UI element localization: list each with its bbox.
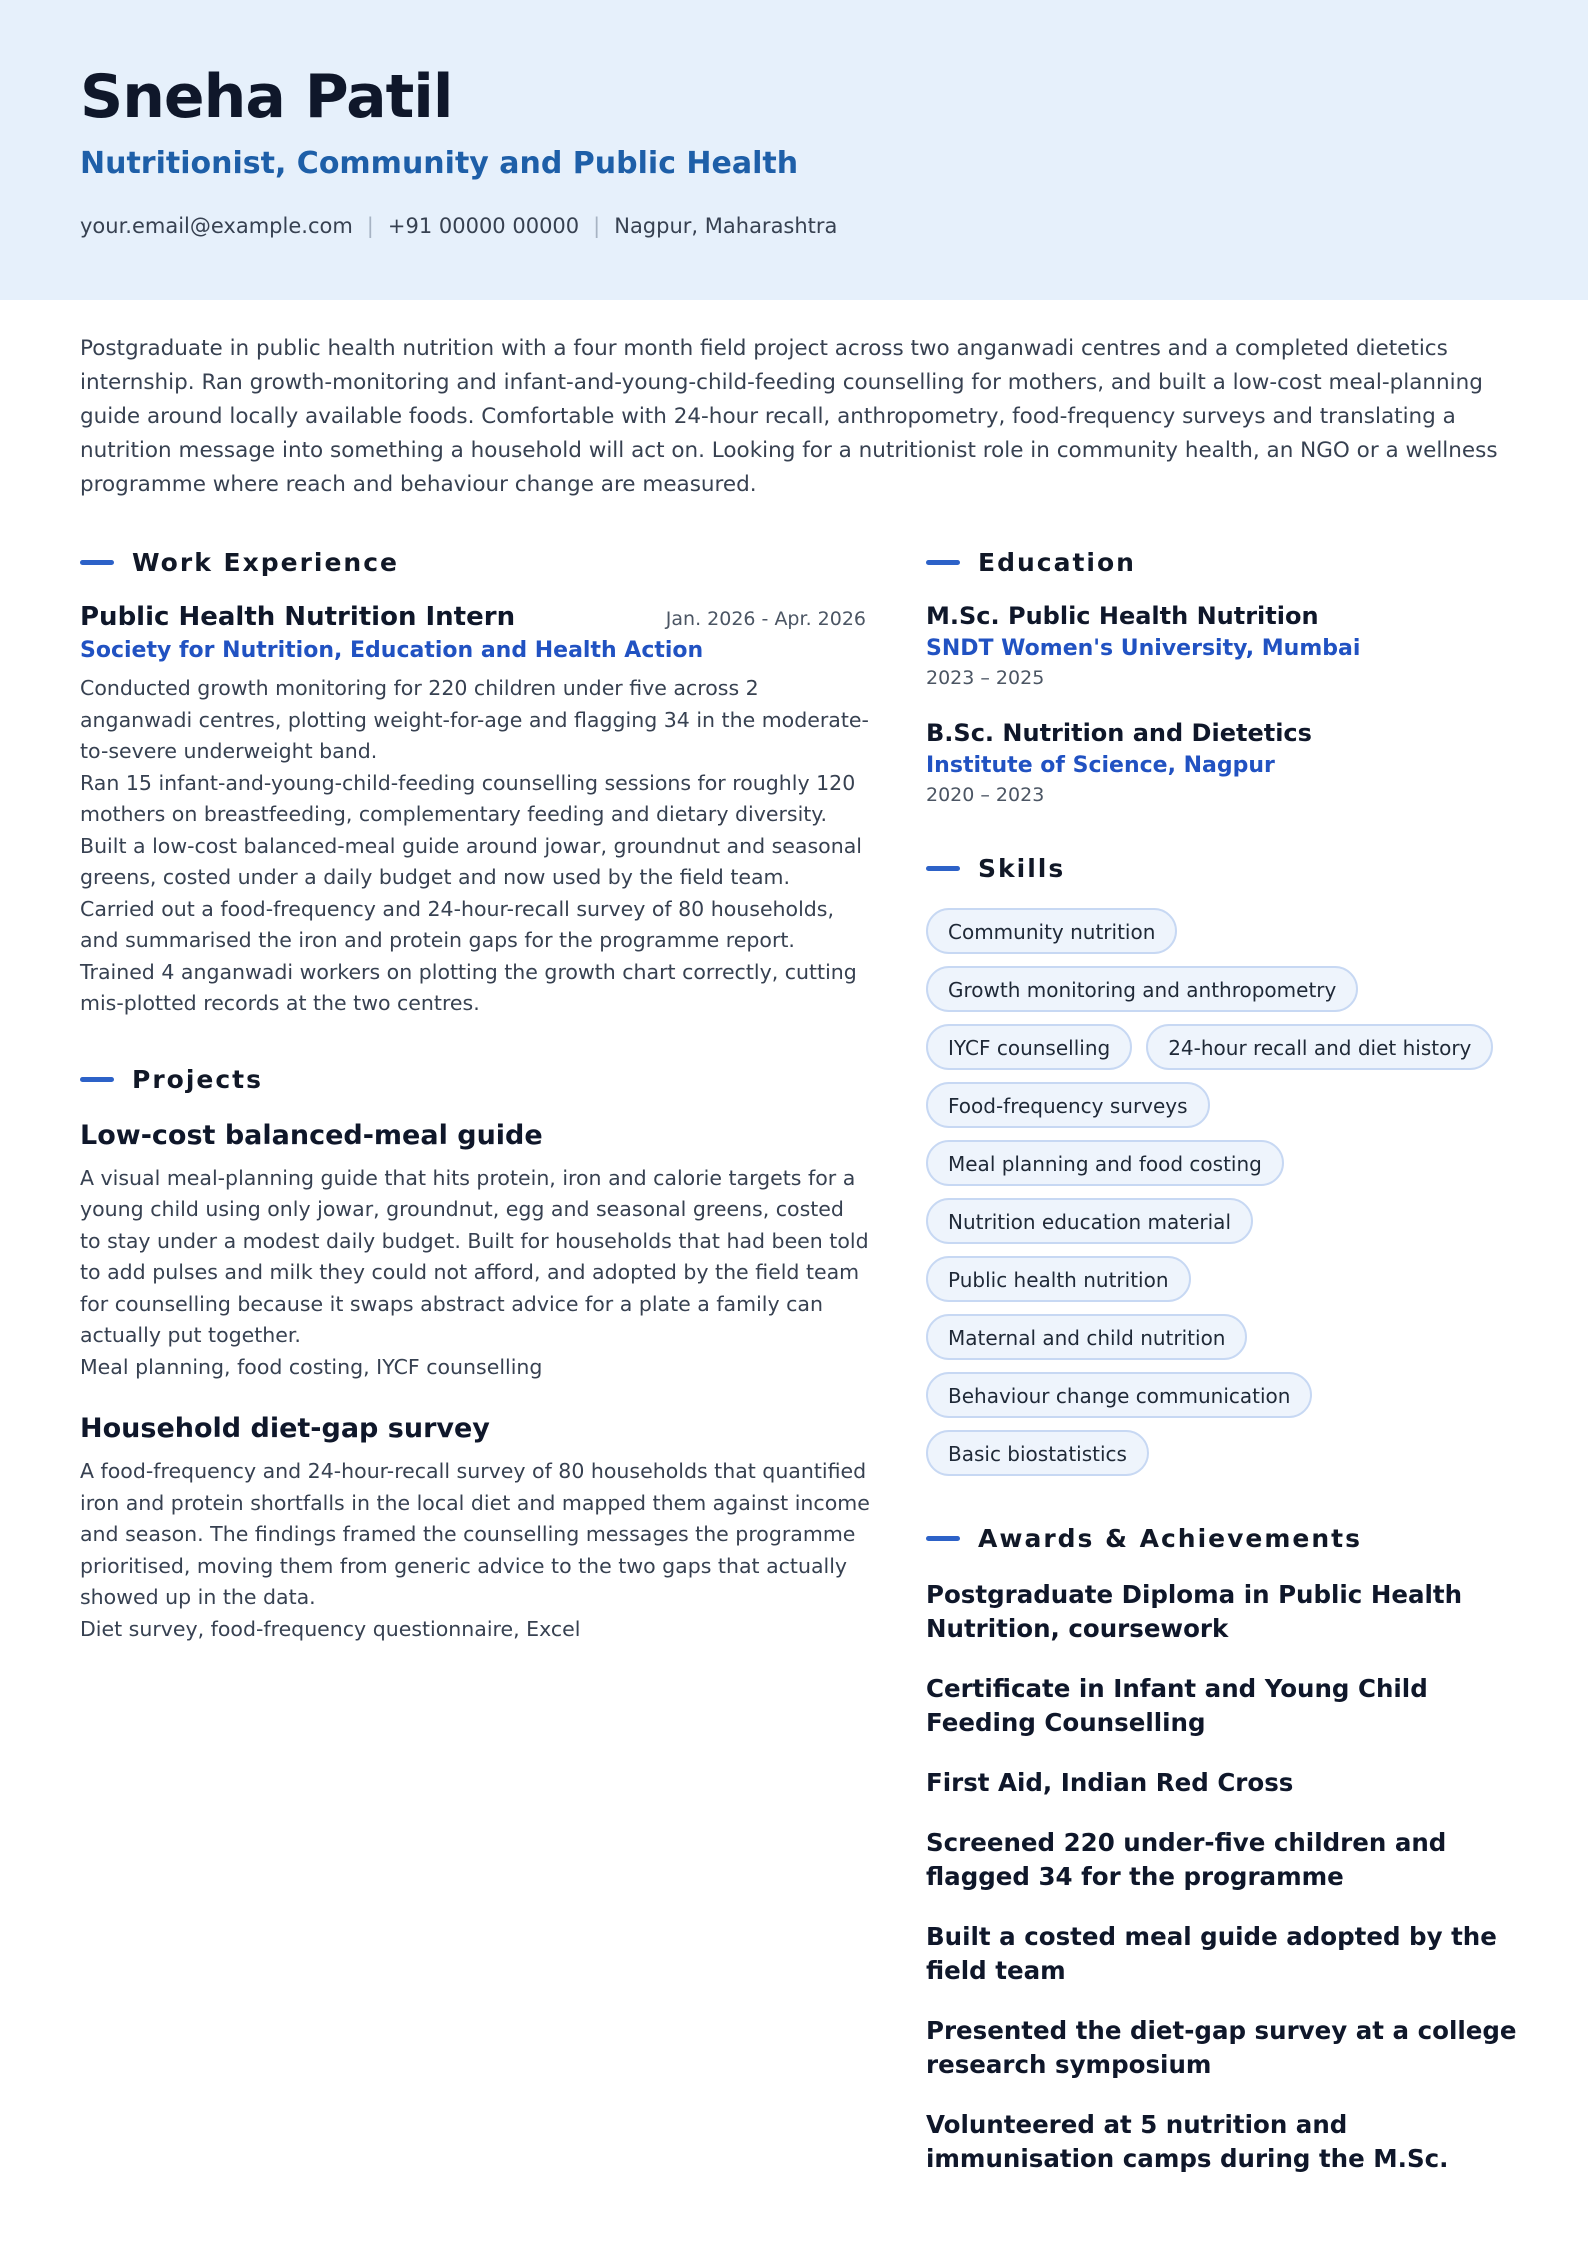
contact-line xyxy=(80,214,837,238)
education-school: Institute of Science, Nagpur xyxy=(926,753,1275,778)
heading-accent-bar xyxy=(80,1077,114,1082)
right-column xyxy=(926,540,1526,2202)
skill-chip: Maternal and child nutrition xyxy=(926,1314,1247,1360)
project-description: A visual meal-planning guide that hits protein, iron and calorie targets for a young child using only jowar, groundnut, egg and seasonal greens, costed to stay under a modest daily budget. Built for households that had been told to add pulses and milk they could not afford, and adopted by the field team for counselling because it swaps abstract advice for a plate a family can actually put together. xyxy=(80,1165,869,1347)
award-item: Volunteered at 5 nutrition and immunisation camps during the M.Sc. xyxy=(926,2110,1449,2173)
award-item: Presented the diet-gap survey at a college research symposium xyxy=(926,2016,1517,2079)
project-description: A food-frequency and 24-hour-recall survey of 80 households that quantified iron and protein shortfalls in the local diet and mapped them against income and season. The findings framed the counselling messages the programme prioritised, moving them from generic advice to the two gaps that actually showed up in the data. xyxy=(80,1459,870,1609)
experience-entry xyxy=(80,602,870,1020)
project-entry xyxy=(80,1413,870,1645)
resume-header xyxy=(0,0,1588,300)
education-school: SNDT Women's University, Mumbai xyxy=(926,636,1361,661)
project-tags: Meal planning, food costing, IYCF counselling xyxy=(80,1354,543,1379)
candidate-title: Nutritionist, Community and Public Health xyxy=(80,146,799,181)
education-entry xyxy=(926,719,1526,806)
contact-phone[interactable]: +91 00000 00000 xyxy=(387,214,580,238)
job-bullet: Ran 15 infant-and-young-child-feeding counselling sessions for roughly 120 mothers on breastfeeding, complementary feeding and dietary diversity. xyxy=(80,770,856,826)
project-title: Low-cost balanced-meal guide xyxy=(80,1119,543,1151)
left-column xyxy=(80,540,870,1645)
skill-chip: Food-frequency surveys xyxy=(926,1082,1210,1128)
job-bullet: Built a low-cost balanced-meal guide around jowar, groundnut and seasonal greens, costed under a daily budget and now used by the field team. xyxy=(80,833,862,889)
project-title: Household diet-gap survey xyxy=(80,1413,490,1444)
award-item: Certificate in Infant and Young Child Feeding Counselling xyxy=(926,1674,1428,1737)
education-years: 2023 – 2025 xyxy=(926,667,1045,689)
education-degree: M.Sc. Public Health Nutrition xyxy=(926,602,1319,630)
award-item: First Aid, Indian Red Cross xyxy=(926,1768,1294,1797)
section-heading-awards: Awards & Achievements xyxy=(926,1516,1526,1560)
job-organization: Society for Nutrition, Education and Health Action xyxy=(80,638,704,663)
profile-summary: Postgraduate in public health nutrition with a four month field project across two anganwadi centres and a completed dietetics internship. Ran growth-monitoring and infant-and-young-child-feeding counselling for mothers, and built a low-cost meal-planning guide around locally available foods. Comfortable with 24-hour recall, anthropometry, food-frequency surveys and translating a nutrition message into something a household will act on. Looking for a nutritionist role in community health, an NGO or a wellness programme where reach and behaviour change are measured. xyxy=(80,336,1498,497)
skills-list xyxy=(926,908,1526,1476)
job-bullet: Carried out a food-frequency and 24-hour-recall survey of 80 households, and summarised the iron and protein gaps for the programme report. xyxy=(80,896,834,952)
project-tags: Diet survey, food-frequency questionnaire, Excel xyxy=(80,1616,581,1641)
contact-email[interactable]: your.email@example.com xyxy=(80,214,353,238)
skill-chip: IYCF counselling xyxy=(926,1024,1132,1070)
award-item: Screened 220 under-five children and flagged 34 for the programme xyxy=(926,1828,1447,1891)
heading-accent-bar xyxy=(926,560,960,565)
education-degree: B.Sc. Nutrition and Dietetics xyxy=(926,719,1312,747)
heading-accent-bar xyxy=(80,560,114,565)
job-title: Public Health Nutrition Intern xyxy=(80,602,516,632)
job-bullets xyxy=(80,673,870,1020)
award-item: Postgraduate Diploma in Public Health Nutrition, coursework xyxy=(926,1580,1463,1643)
skill-chip: 24-hour recall and diet history xyxy=(1146,1024,1493,1070)
candidate-name: Sneha Patil xyxy=(80,62,453,132)
education-entry xyxy=(926,602,1526,689)
job-bullet: Conducted growth monitoring for 220 children under five across 2 anganwadi centres, plotting weight-for-age and flagging 34 in the moderate-to-severe underweight band. xyxy=(80,676,869,763)
contact-location: Nagpur, Maharashtra xyxy=(614,214,838,238)
contact-divider: | xyxy=(593,214,601,238)
skill-chip: Meal planning and food costing xyxy=(926,1140,1284,1186)
education-years: 2020 – 2023 xyxy=(926,784,1045,806)
skill-chip: Basic biostatistics xyxy=(926,1430,1149,1476)
skill-chip: Community nutrition xyxy=(926,908,1177,954)
skill-chip: Nutrition education material xyxy=(926,1198,1253,1244)
skill-chip: Behaviour change communication xyxy=(926,1372,1312,1418)
award-item: Built a costed meal guide adopted by the field team xyxy=(926,1922,1497,1985)
section-heading-education: Education xyxy=(926,540,1526,584)
heading-accent-bar xyxy=(926,1536,960,1541)
section-heading-experience: Work Experience xyxy=(80,540,870,584)
awards-list xyxy=(926,1578,1526,2176)
job-bullet: Trained 4 anganwadi workers on plotting the growth chart correctly, cutting mis-plotted records at the two centres. xyxy=(80,959,857,1015)
section-heading-projects: Projects xyxy=(80,1058,870,1102)
skill-chip: Growth monitoring and anthropometry xyxy=(926,966,1358,1012)
skill-chip: Public health nutrition xyxy=(926,1256,1191,1302)
project-entry xyxy=(80,1120,870,1384)
heading-accent-bar xyxy=(926,866,960,871)
contact-divider: | xyxy=(366,214,374,238)
section-heading-skills: Skills xyxy=(926,846,1526,890)
job-dates: Jan. 2026 - Apr. 2026 xyxy=(665,608,866,630)
